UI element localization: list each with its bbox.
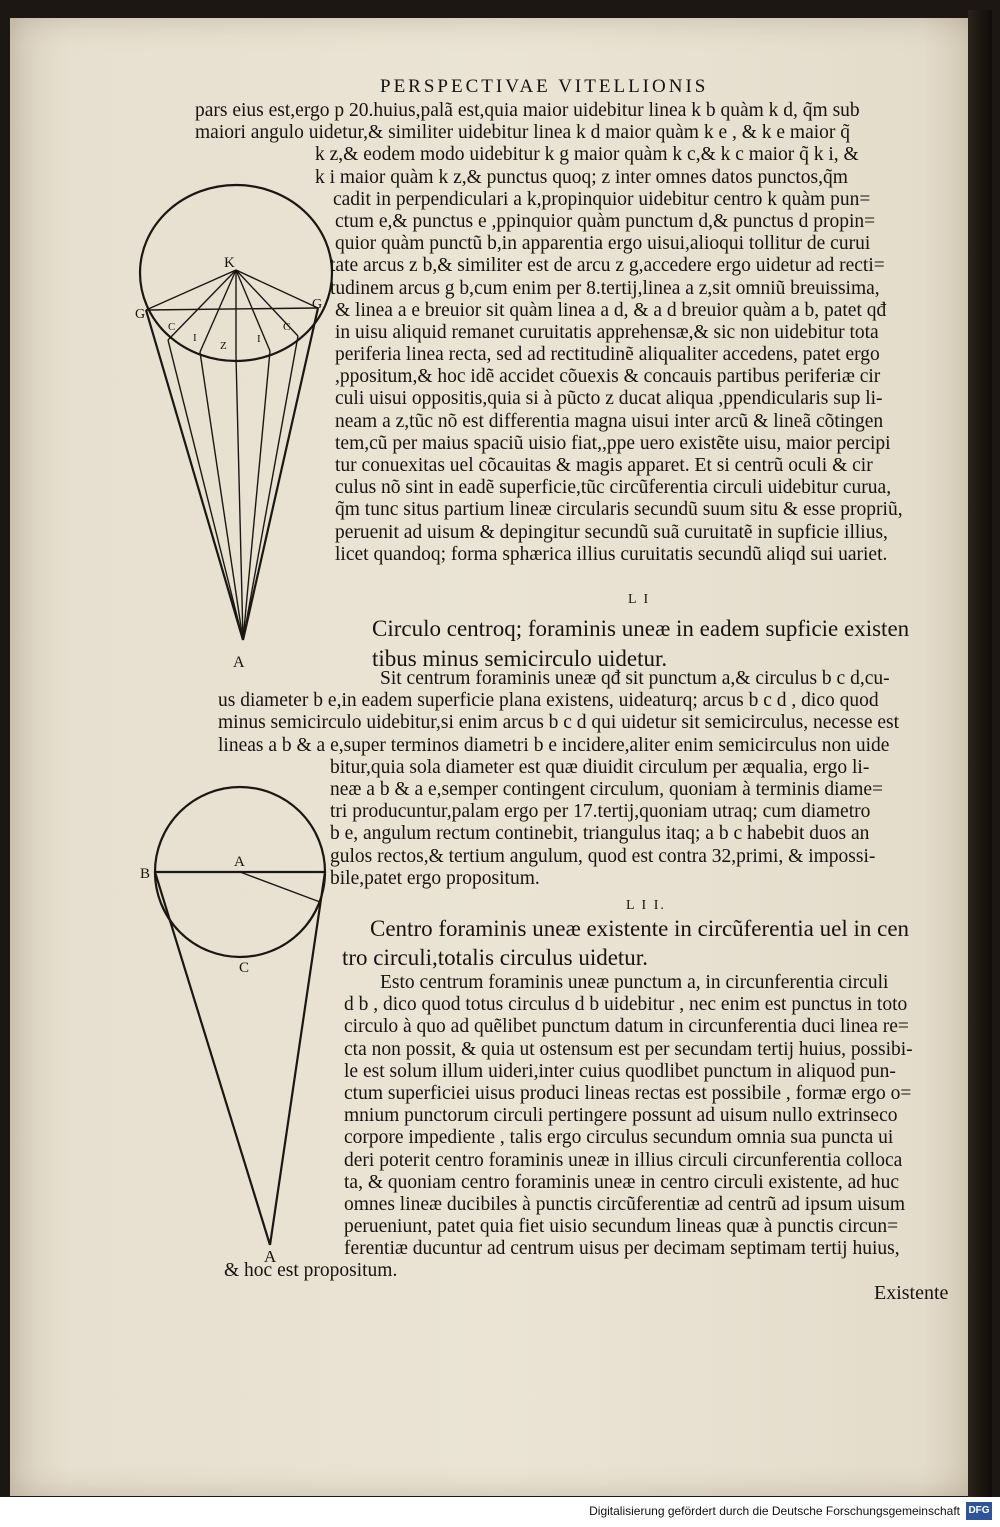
text-line: lineas a b & a e,super terminos diametri b e incidere,aliter enim semicirculus non uide <box>218 734 890 756</box>
prop51-text <box>218 668 899 890</box>
footer-bar <box>0 1497 1000 1527</box>
fig1-label-g-right: G <box>312 297 323 312</box>
text-line: quior quàm punctũ b,in apparentia ergo uisui,alioqui tollitur de curui <box>335 233 871 255</box>
fig1-label-c2: C <box>283 321 291 333</box>
text-line: tate arcus z b,& similiter est de arcu z g,accedere ergo uidetur ad recti= <box>330 255 885 277</box>
text-line: bile,patet ergo propositum. <box>330 867 540 889</box>
text-line: tudinem arcus g b,cum enim per 8.tertij,linea a z,sit omniũ breuissima, <box>330 277 880 299</box>
fig2-label-b: B <box>140 866 151 882</box>
prop51-number: L I <box>628 592 651 607</box>
text-line: ctum e,& punctus e ,ppinquior quàm punctum d,& punctus d propin= <box>335 210 876 232</box>
text-line: cadit in perpendiculari a k,propinquior uidebitur centro k quàm pun= <box>333 188 871 210</box>
text-line: neam a z,tũc nõ est differentia magna uisui inter arcũ & lineã cõtingen <box>335 410 884 432</box>
text-line: minus semicirculo uidebitur,si enim arcus b c d qui uidetur sit semicirculus, necesse est <box>218 712 900 734</box>
text-line: bitur,quia sola diameter est quæ diuidit circulum per æqualia, ergo li- <box>330 756 870 778</box>
fig1-label-i2: I <box>257 333 261 345</box>
prop51-heading-line2: tibus minus semicirculo uidetur. <box>372 646 668 671</box>
text-line: & linea a e breuior sit quàm linea a d, & a d breuior quàm a b, patet qđ <box>335 299 887 321</box>
text-line: culi uisui oppositis,quia si à pũcto z ducat aliqua ,ppendicularis sup li- <box>335 388 883 410</box>
fig1-label-c1: C <box>168 321 176 333</box>
text-line: perueniunt, patet quia fiet uisio secundum lineas quæ à punctis circun= <box>344 1216 899 1238</box>
catchword: Existente <box>874 1282 949 1304</box>
text-line: & hoc est propositum. <box>224 1260 398 1282</box>
text-line: tem,cũ per maius spaciũ uisio fiat,,ppe uero existẽte uisu, maior percipi <box>335 432 891 454</box>
prop52-text <box>220 972 913 1283</box>
text-line: in uisu aliquid remanet curuitatis apprehensæ,& sic non uidebitur tota <box>335 321 879 343</box>
text-line: Sit centrum foraminis uneæ qđ sit punctum a,& circulus b c d,cu- <box>380 668 890 689</box>
text-line: ferentiæ ducuntur ad centrum uisus per decimam septimam tertij huius, <box>344 1238 900 1260</box>
text-line: maiori angulo uidetur,& similiter uidebitur linea k d maior quàm k e , & k e maior q̃ <box>195 122 851 144</box>
fig1-label-z: Z <box>220 340 227 352</box>
text-line: corpore impediente , talis ergo circulus secundum omnia sua puncta ui <box>344 1127 894 1149</box>
text-line: le est solum illum uideri,inter cuius quodlibet punctum in aliquod pun- <box>344 1060 896 1082</box>
prop52-heading-line2: tro circuli,totalis circulus uidetur. <box>342 945 648 970</box>
text-line: peruenit ad uisum & depingitur secundũ suã curuitatẽ in supficie illius, <box>335 521 888 543</box>
text-line: tri producuntur,palam ergo per 17.tertij,quoniam utraq; cum diametro <box>330 801 871 823</box>
text-line: circulo à quo ad quẽlibet punctum datum in circunferentia duci linea re= <box>344 1016 909 1038</box>
text-line: us diameter b e,in eadem superficie plana existens, uideaturq; arcus b c d , dico quod <box>218 690 879 712</box>
text-line: culus nõ sint in eadẽ superficie,tũc circũferentia circuli uidebitur curua, <box>335 477 892 499</box>
text-line: periferia linea recta, sed ad rectitudinẽ aliqualiter accedens, patet ergo <box>335 344 880 366</box>
text-line: k z,& eodem modo uidebitur k g maior quàm k c,& k c maior q̃ k i, & <box>315 144 859 166</box>
text-line: d b , dico quod totus circulus d b uidebitur , nec enim est punctus in toto <box>344 994 908 1016</box>
text-line: b e, angulum rectum continebit, triangulus itaq; a b c habebit duos an <box>330 823 870 845</box>
text-line: omnes lineæ ducibiles à punctis circũferentiæ ad centrũ ad ipsum uisum <box>344 1193 906 1215</box>
text-line: licet quandoq; forma sphærica illius curuitatis secundũ aliqd sui uariet. <box>335 543 888 565</box>
fig2-label-a-center: A <box>234 854 245 870</box>
text-line: ta, & quoniam centro foraminis uneæ in centro circuli existente, ad huc <box>344 1171 900 1193</box>
text-line: ctum superficiei uisus produci lineas rectas est possibile , formæ ergo o= <box>344 1082 912 1104</box>
text-line: deri poterit centro foraminis uneæ in illius circuli circunferentia colloca <box>344 1149 903 1171</box>
fig1-label-k: K <box>224 255 235 271</box>
dfg-logo: DFG <box>966 1502 992 1520</box>
text-line: gulos rectos,& tertium angulum, quod est contra 32,primi, & impossi- <box>330 845 876 867</box>
text-line: cta non possit, & quia ut ostensum est per secundam tertij huius, possibi- <box>344 1038 913 1060</box>
text-line: Esto centrum foraminis uneæ punctum a, in circunferentia circuli <box>380 972 889 993</box>
fig2-label-c: C <box>239 960 250 976</box>
text-line: pars eius est,ergo p 20.huius,palã est,quia maior uidebitur linea k b quàm k d, q̃m sub <box>195 100 860 121</box>
running-head: PERSPECTIVAE VITELLIONIS <box>380 76 709 97</box>
fig1-label-apex: A <box>233 654 245 671</box>
text-line: ,ppositum,& hoc idẽ accidet cõuexis & concauis partibus periferiæ cir <box>335 366 881 388</box>
footer-credit: Digitalisierung gefördert durch die Deutsche Forschungsgemeinschaft <box>589 1504 960 1518</box>
text-line: neæ a b & a e,semper contingent circulum, quoniam à terminis diame= <box>330 778 884 800</box>
text-line: q̃m tunc situs partium lineæ circularis secundũ suum situ & esse propriũ, <box>335 499 903 521</box>
prop52-number: L I I. <box>626 898 666 913</box>
prop52-heading-line1: Centro foraminis uneæ existente in circũferentia uel in cen <box>370 916 910 941</box>
prop51-heading-line1: Circulo centroq; foraminis uneæ in eadem supficie existen <box>372 616 910 641</box>
text-line: tur conuexitas uel cõcauitas & magis apparet. Et si centrũ oculi & cir <box>335 455 873 476</box>
fig1-label-i1: I <box>193 332 197 344</box>
text-line: mnium punctorum circuli pertingere possunt ad uisum nullo extrinseco <box>344 1105 898 1127</box>
block1-text <box>195 100 903 566</box>
fig1-label-g-left: G <box>135 307 146 322</box>
text-line: k i maior quàm k z,& punctus quoq; z inter omnes datos punctos,q̃m <box>315 166 848 188</box>
fig2-label-apex: A <box>264 1247 277 1266</box>
